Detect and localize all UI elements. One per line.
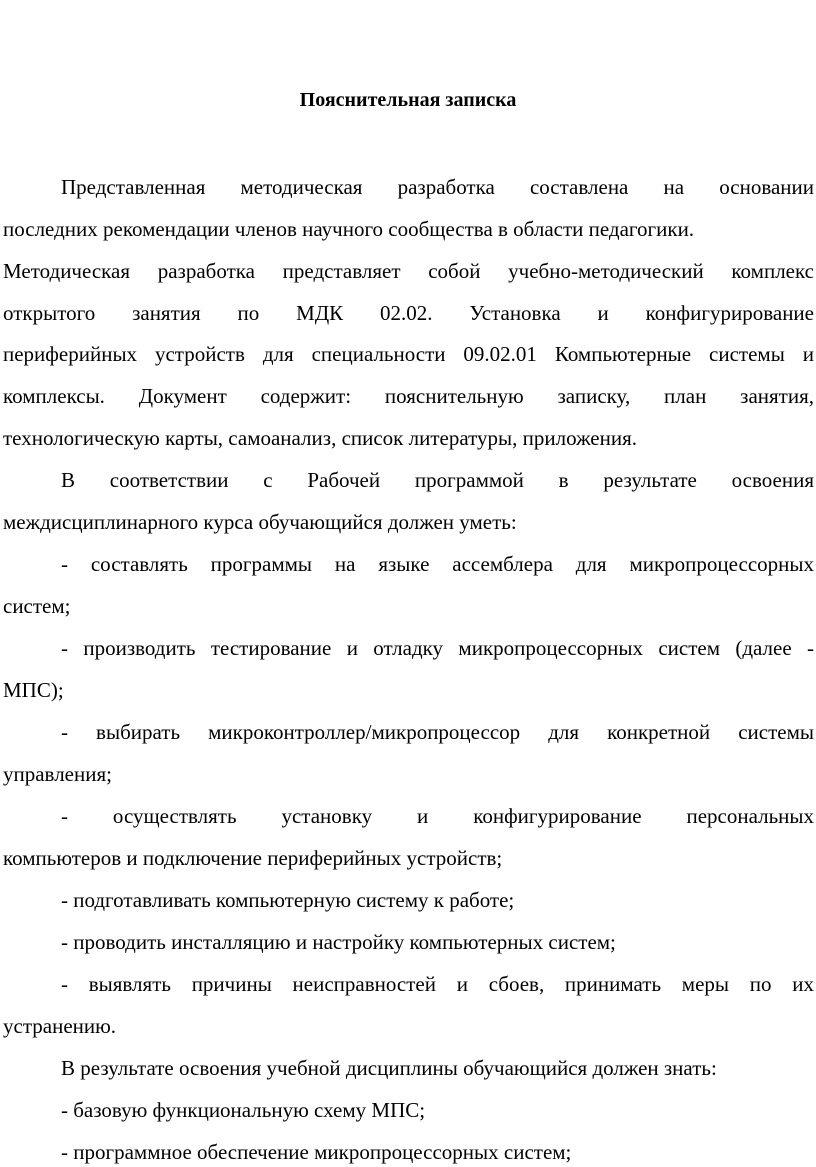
text-line: В результате освоения учебной дисциплины обучающийся должен знать: <box>61 1056 717 1080</box>
list-item-line: - подготавливать компьютерную систему к работе; <box>61 888 515 912</box>
list-item-line: МПС); <box>3 678 64 702</box>
list-item-line: - выявлять причины неисправностей и сбоев, принимать меры по их <box>61 972 814 996</box>
text-line: открытого занятия по МДК 02.02. Установка и конфигурирование <box>3 301 814 325</box>
text-line: технологическую карты, самоанализ, список литературы, приложения. <box>3 426 638 450</box>
list-item-line: - проводить инсталляцию и настройку компьютерных систем; <box>61 930 616 954</box>
list-item-line: управления; <box>3 762 112 786</box>
text-line: периферийных устройств для специальности 09.02.01 Компьютерные системы и <box>3 342 814 366</box>
text-line: В соответствии с Рабочей программой в результате освоения <box>61 468 814 492</box>
text-line: комплексы. Документ содержит: пояснительную записку, план занятия, <box>3 384 814 408</box>
list-item-line: - производить тестирование и отладку микропроцессорных систем (далее - <box>61 636 814 660</box>
text-line: Представленная методическая разработка составлена на основании <box>61 175 814 199</box>
list-item-line: - программное обеспечение микропроцессорных систем; <box>61 1140 572 1164</box>
list-item-line: устранению. <box>3 1014 117 1038</box>
list-item-line: компьютеров и подключение периферийных устройств; <box>3 846 503 870</box>
text-line: междисциплинарного курса обучающийся должен уметь: <box>3 510 517 534</box>
list-item-line: - осуществлять установку и конфигурирование персональных <box>61 804 814 828</box>
text-line: последних рекомендации членов научного сообщества в области педагогики. <box>3 217 695 241</box>
list-item-line: систем; <box>3 594 71 618</box>
list-item-line: - составлять программы на языке ассемблера для микропроцессорных <box>61 552 814 576</box>
document-title: Пояснительная записка <box>299 89 517 111</box>
text-line: Методическая разработка представляет собой учебно-методический комплекс <box>3 259 814 283</box>
list-item-line: - выбирать микроконтроллер/микропроцессор для конкретной системы <box>61 720 814 744</box>
list-item-line: - базовую функциональную схему МПС; <box>61 1098 426 1122</box>
